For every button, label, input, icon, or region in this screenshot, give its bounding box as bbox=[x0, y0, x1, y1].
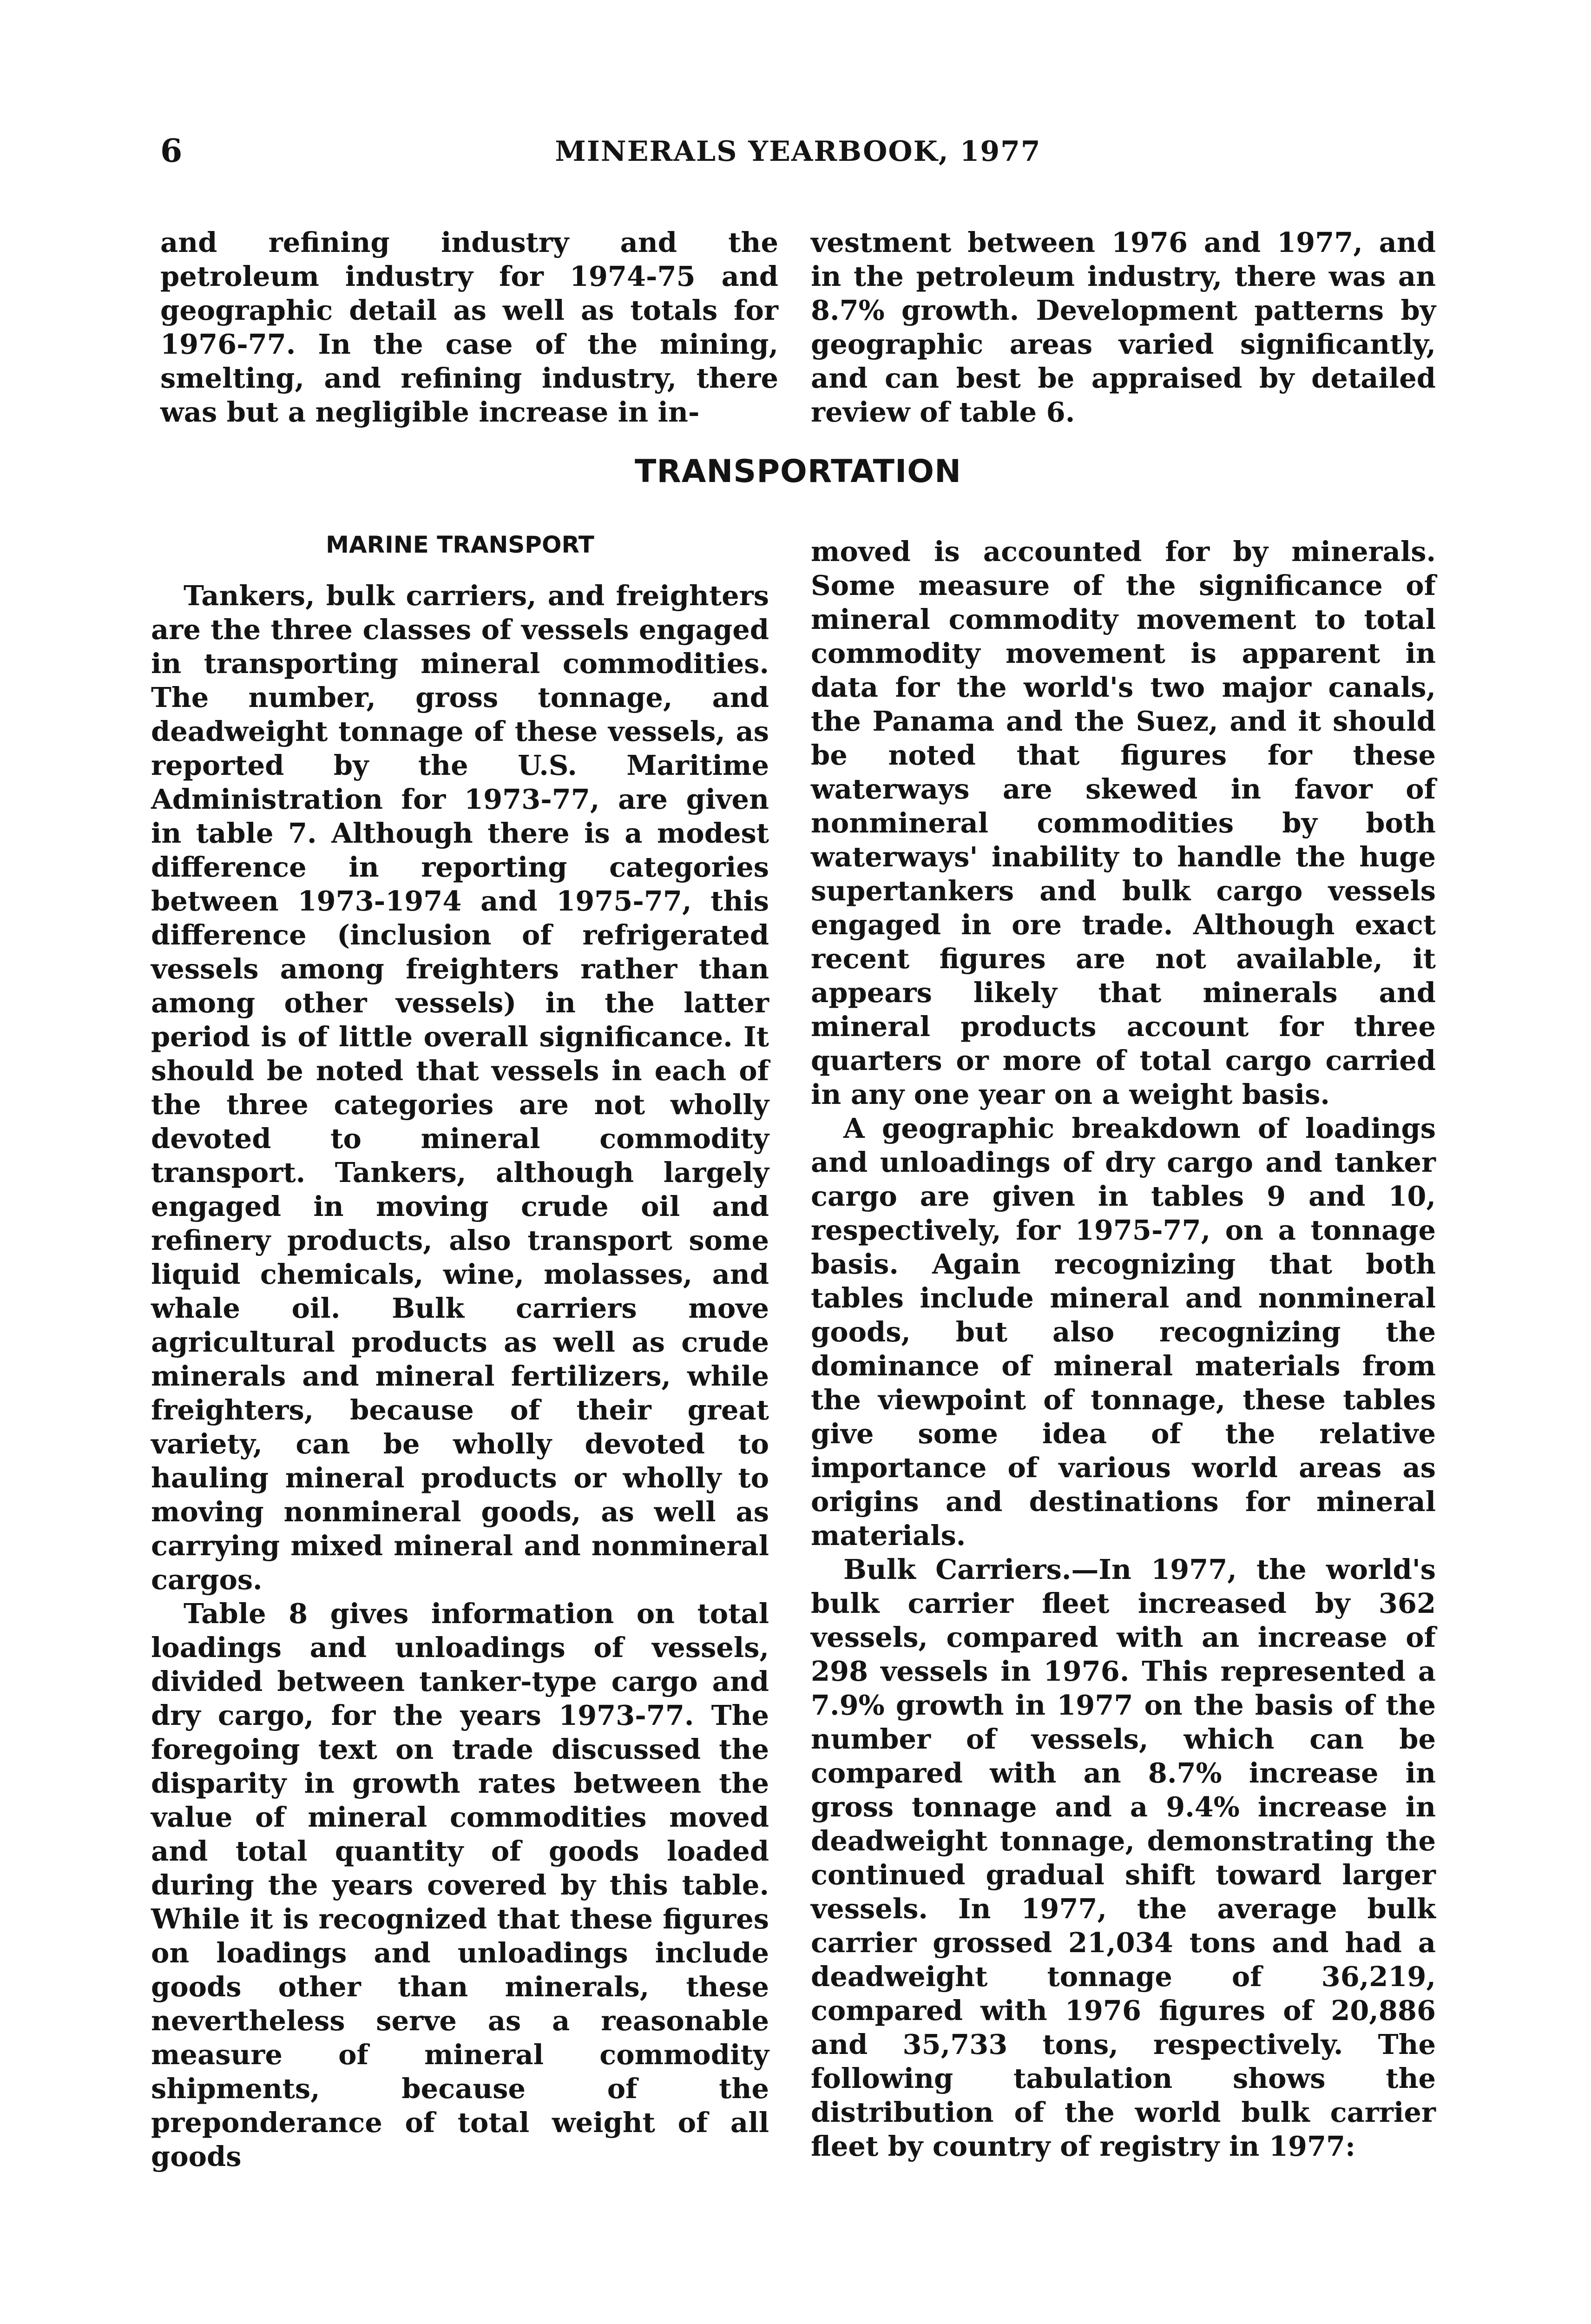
bulk-carriers-heading: Bulk Carriers. bbox=[843, 1553, 1072, 1585]
intro-right-paragraph: vestment between 1976 and 1977, and in the petroleum industry, there was an 8.7% growth. Development patterns by geographic areas varied significantly, and can best be appraised by detailed review of table 6. bbox=[811, 226, 1436, 428]
left-column bbox=[151, 579, 769, 2173]
intro-left-column bbox=[160, 225, 778, 429]
bulk-carriers-text: —In 1977, the world's bulk carrier fleet increased by 362 vessels, compared with an increase of 298 vessels in 1976. This represented a 7.9% growth in 1977 on the basis of the number of vessels, which can be compared with an 8.7% increase in gross tonnage and a 9.4% increase in deadweight tonnage, demonstrating the continued gradual shift toward larger vessels. In 1977, the average bulk carrier grossed 21,034 tons and had a deadweight tonnage of 36,219, compared with 1976 figures of 20,886 and 35,733 tons, respectively. The following tabulation shows the distribution of the world bulk carrier fleet by country of registry in 1977: bbox=[811, 1553, 1436, 2162]
subsection-title: MARINE TRANSPORT bbox=[326, 531, 594, 558]
right-paragraph-2: A geographic breakdown of loadings and unloadings of dry cargo and tanker cargo are given in tables 9 and 10, respectively, for 1975-77, on a tonnage basis. Again recognizing that both tables include mineral and nonmineral goods, but also recognizing the dominance of mineral materials from the viewpoint of tonnage, these tables give some idea of the relative importance of various world areas as origins and destinations for mineral materials. bbox=[811, 1112, 1436, 1552]
page-number: 6 bbox=[160, 132, 183, 170]
right-column bbox=[811, 535, 1436, 2163]
intro-right-column bbox=[811, 225, 1436, 429]
running-head: MINERALS YEARBOOK, 1977 bbox=[555, 135, 1041, 168]
right-paragraph-1: moved is accounted for by minerals. Some measure of the significance of mineral commodity movement to total commodity movement is apparent in data for the world's two major canals, the Panama and the Suez, and it should be noted that figures for these waterways are skewed in favor of nonmineral commodities by both waterways' inability to handle the huge supertankers and bulk cargo vessels engaged in ore trade. Although exact recent figures are not available, it appears likely that minerals and mineral products account for three quarters or more of total cargo carried in any one year on a weight basis. bbox=[811, 535, 1436, 1110]
intro-left-paragraph: and refining industry and the petroleum industry for 1974-75 and geographic detail as well as totals for 1976-77. In the case of the mining, smelting, and refining industry, there was but a negligible increase in in- bbox=[160, 226, 778, 428]
left-paragraph-1: Tankers, bulk carriers, and freighters are the three classes of vessels engaged in transporting mineral commodities. The number, gross tonnage, and deadweight tonnage of these vessels, as reported by the U.S. Maritime Administration for 1973-77, are given in table 7. Although there is a modest difference in reporting categories between 1973-1974 and 1975-77, this difference (inclusion of refrigerated vessels among freighters rather than among other vessels) in the latter period is of little overall significance. It should be noted that vessels in each of the three categories are not wholly devoted to mineral commodity transport. Tankers, although largely engaged in moving crude oil and refinery products, also transport some liquid chemicals, wine, molasses, and whale oil. Bulk carriers move agricultural products as well as crude minerals and mineral fertilizers, while freighters, because of their great variety, can be wholly devoted to hauling mineral products or wholly to moving nonmineral goods, as well as carrying mixed mineral and nonmineral cargos. bbox=[151, 580, 769, 1596]
page-header bbox=[160, 132, 1436, 174]
right-paragraph-3 bbox=[811, 1552, 1436, 2163]
section-title: TRANSPORTATION bbox=[634, 453, 962, 490]
left-paragraph-2: Table 8 gives information on total loadings and unloadings of vessels, divided between tanker-type cargo and dry cargo, for the years 1973-77. The foregoing text on trade discussed the disparity in growth rates between the value of mineral commodities moved and total quantity of goods loaded during the years covered by this table. While it is recognized that these figures on loadings and unloadings include goods other than minerals, these nevertheless serve as a reasonable measure of mineral commodity shipments, because of the preponderance of total weight of all goods bbox=[151, 1598, 769, 2172]
